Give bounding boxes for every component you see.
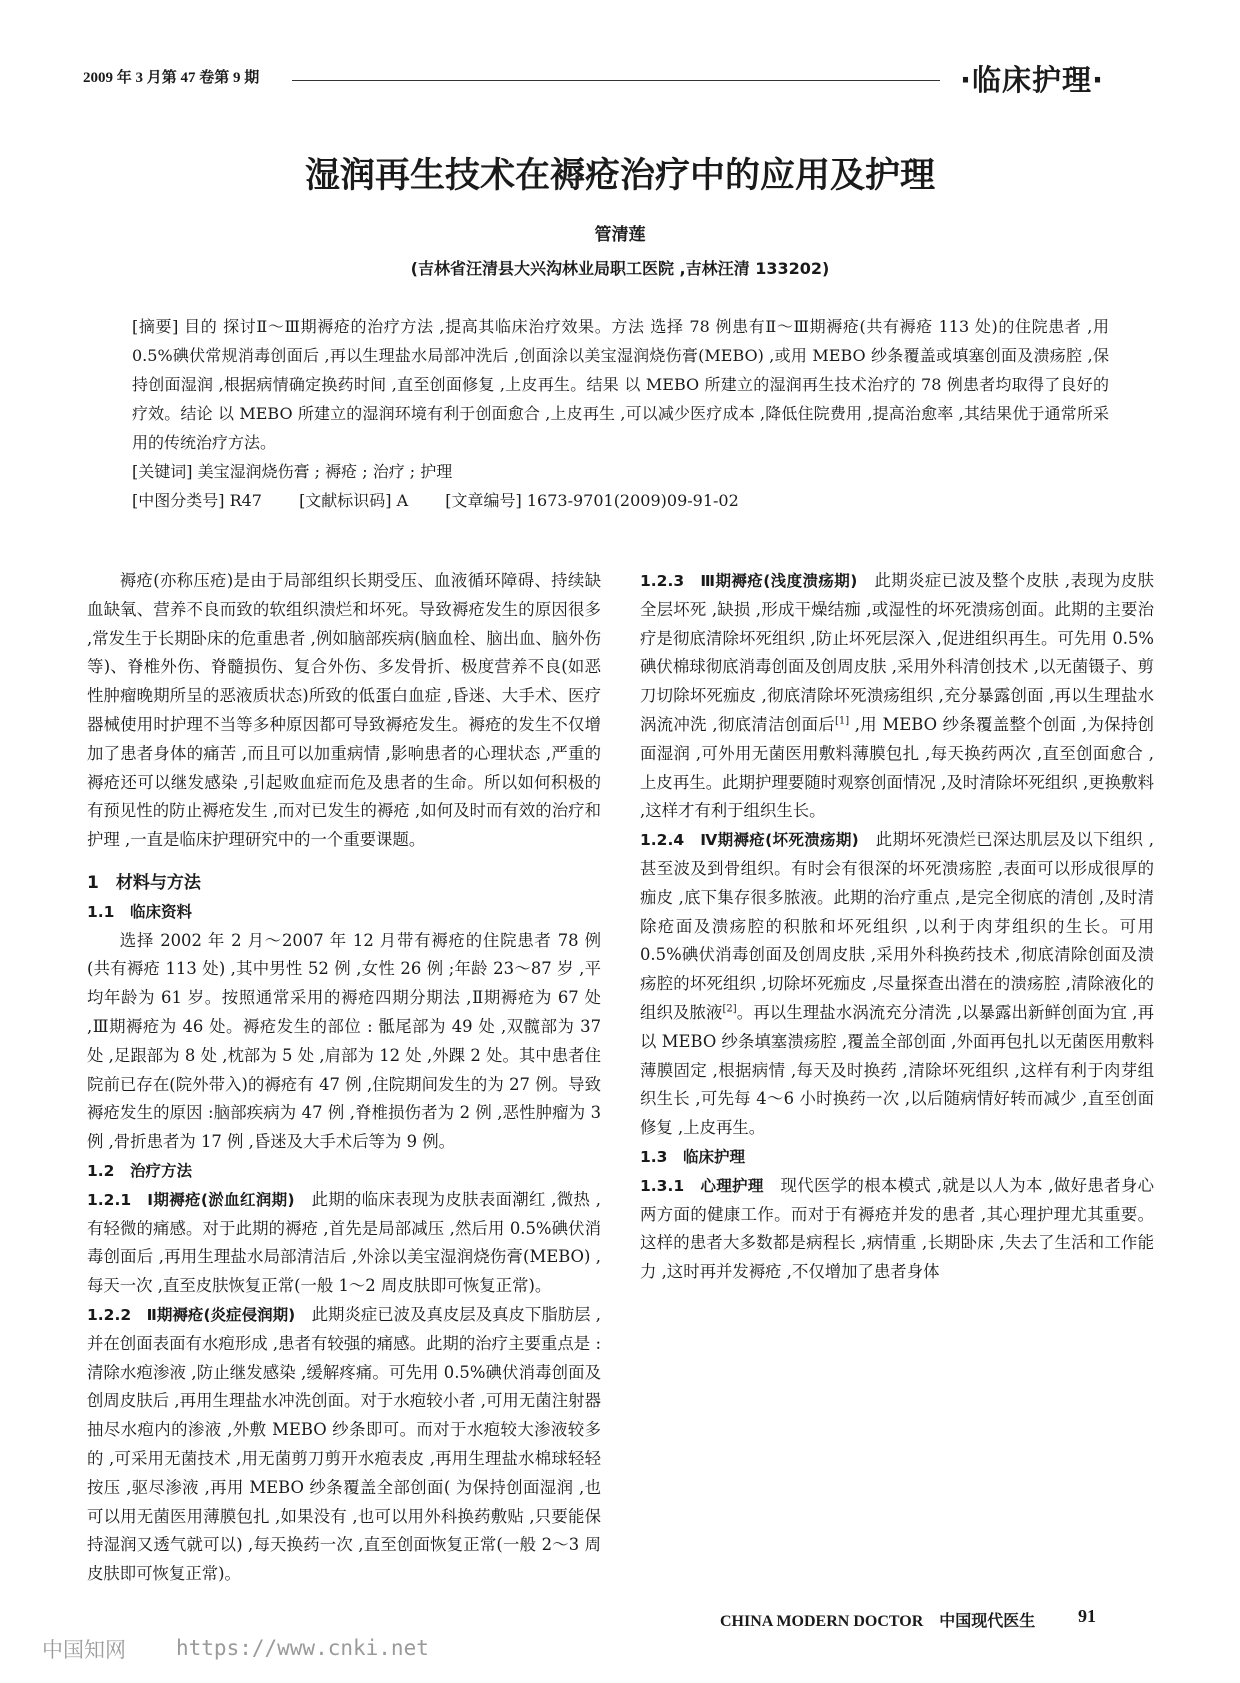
keywords: [关键词] 美宝湿润烧伤膏 ; 褥疮 ; 治疗 ; 护理 <box>132 462 453 481</box>
citation-1: [1] <box>835 715 850 727</box>
article-title: 湿润再生技术在褥疮治疗中的应用及护理 <box>304 156 935 196</box>
section-label: ·临床护理· <box>960 63 1105 97</box>
watermark-url: https://www.cnki.net <box>176 1636 429 1660</box>
stage-3-paragraph <box>640 567 1154 826</box>
stage-4-paragraph <box>640 826 1154 1143</box>
stage-1-heading: 1.2.1 Ⅰ期褥疮(淤血红润期) <box>87 1190 295 1209</box>
section-heading-1-1: 1.1 临床资料 <box>87 902 192 921</box>
section-heading-1-2: 1.2 治疗方法 <box>87 1161 192 1180</box>
classification-line: [中图分类号] R47 [文献标识码] A [文章编号] 1673-9701(2009)09-91-02 <box>132 491 739 510</box>
section-heading-1: 1 材料与方法 <box>87 872 201 893</box>
clinical-data-paragraph: 选择 2002 年 2 月～2007 年 12 月带有褥疮的住院患者 78 例(共有褥疮 113 处) ,其中男性 52 例 ,女性 26 例 ;年龄 23～87 岁 ,平均年龄为 61 岁。按照通常采用的褥疮四期分期法 ,Ⅱ期褥疮为 67 处 ,Ⅲ期褥疮为 46 处。褥疮发生的部位 : 骶尾部为 49 处 ,双髋部为 37 处 ,足跟部为 8 处 ,枕部为 5 处 ,肩部为 12 处 ,外踝 2 处。其中患者住院前已存在(院外带入)的褥疮有 47 例 ,住院期间发生的为 27 例。导致褥疮发生的原因 :脑部疾病为 47 例 ,脊椎损伤者为 2 例 ,恶性肿瘤为 3 例 ,骨折患者为 17 例 ,昏迷及大手术后等为 9 例。 <box>87 930 601 1152</box>
stage-2-text: 此期炎症已波及真皮层及真皮下脂肪层 ,并在创面表面有水疱形成 ,患者有较强的痛感。此期的治疗主要重点是 :清除水疱渗液 ,防止继发感染 ,缓解疼痛。可先用 0.5%碘伏消毒创面及创周皮肤后 ,再用生理盐水冲洗创面。对于水疱较小者 ,可用无菌注射器抽尽水疱内的渗液 ,外敷 MEBO 纱条即可。而对于水疱较大渗液较多的 ,可采用无菌技术 ,用无菌剪刀剪开水疱表皮 ,再用生理盐水棉球轻轻按压 ,驱尽渗液 ,再用 MEBO 纱条覆盖全部创面( 为保持创面湿润 ,也可以用无菌医用薄膜包扎 ,如果没有 ,也可以用外科换药敷贴 ,只要能保持湿润又透气就可以) ,每天换药一次 ,直至创面恢复正常(一般 2～3 周皮肤即可恢复正常)。 <box>87 1304 602 1584</box>
citation-2: [2] <box>722 1003 737 1015</box>
abstract-text: [摘要] 目的 探讨Ⅱ～Ⅲ期褥疮的治疗方法 ,提高其临床治疗效果。方法 选择 78 例患有Ⅱ～Ⅲ期褥疮(共有褥疮 113 处)的住院患者 ,用 0.5%碘伏常规消毒创面后 ,再以生理盐水局部冲洗后 ,创面涂以美宝湿润烧伤膏(MEBO) ,或用 MEBO 纱条覆盖或填塞创面及溃疡腔 ,保持创面湿润 ,根据病情确定换药时间 ,直至创面修复 ,上皮再生。结果 以 MEBO 所建立的湿润再生技术治疗的 78 例患者均取得了良好的疗效。结论 以 MEBO 所建立的湿润环境有利于创面愈合 ,上皮再生 ,可以减少医疗成本 ,降低住院费用 ,提高治愈率 ,其结果优于通常所采用的传统治疗方法。 <box>132 317 1109 452</box>
psych-care-text: 现代医学的根本模式 ,就是以人为本 ,做好患者身心两方面的健康工作。而对于有褥疮并发的患者 ,其心理护理尤其重要。这样的患者大多数都是病程长 ,病情重 ,长期卧床 ,失去了生活和工作能力 ,这时再并发褥疮 ,不仅增加了患者身体 <box>640 1175 1154 1282</box>
stage-2-paragraph <box>87 1301 601 1589</box>
stage-1-paragraph <box>87 1186 601 1301</box>
stage-4-text-cont: 。再以生理盐水涡流充分清洗 ,以暴露出新鲜创面为宜 ,再以 MEBO 纱条填塞溃疡腔 ,覆盖全部创面 ,外面再包扎以无菌医用敷料薄膜固定 ,根据病情 ,每天及时换药 ,清除坏死组织 ,这样有利于肉芽组织生长 ,可先每 4～6 小时换药一次 ,以后随病情好转而减少 ,直至创面修复 ,上皮再生。 <box>640 1002 1155 1138</box>
body-column-left <box>87 567 601 1589</box>
article-affiliation: (吉林省汪清县大兴沟林业局职工医院 ,吉林汪清 133202) <box>410 259 830 278</box>
psych-care-paragraph <box>640 1172 1154 1287</box>
stage-1-text: 此期的临床表现为皮肤表面潮红 ,微热 ,有轻微的痛感。对于此期的褥疮 ,首先是局部减压 ,然后用 0.5%碘伏消毒创面后 ,再用生理盐水局部清洁后 ,外涂以美宝湿润烧伤膏(MEBO) ,每天一次 ,直至皮肤恢复正常(一般 1～2 周皮肤即可恢复正常)。 <box>87 1189 601 1296</box>
stage-3-text: 此期炎症已波及整个皮肤 ,表现为皮肤全层坏死 ,缺损 ,形成干燥结痂 ,或湿性的坏死溃疡创面。此期的主要治疗是彻底清除坏死组织 ,防止坏死层深入 ,促进组织再生。可先用 0.5%碘伏棉球彻底消毒创面及创周皮肤 ,采用外科清创技术 ,以无菌镊子、剪刀切除坏死痂皮 ,彻底清除坏死溃疡组织 ,充分暴露创面 ,再以生理盐水涡流冲洗 ,彻底清洁创面后 <box>640 571 1155 734</box>
stage-4-heading: 1.2.4 Ⅳ期褥疮(坏死溃疡期) <box>640 831 859 850</box>
stage-3-text-cont: ,用 MEBO 纱条覆盖整个创面 ,为保持创面湿润 ,可外用无菌医用敷料薄膜包扎 ,每天换药两次 ,直至创面愈合 ,上皮再生。此期护理要随时观察创面情况 ,及时清除坏死组织 ,更换敷料 ,这样才有利于组织生长。 <box>640 714 1155 821</box>
body-column-right <box>640 567 1154 1287</box>
intro-paragraph: 褥疮(亦称压疮)是由于局部组织长期受压、血液循环障碍、持续缺血缺氧、营养不良而致的软组织溃烂和坏死。导致褥疮发生的原因很多 ,常发生于长期卧床的危重患者 ,例如脑部疾病(脑血栓、脑出血、脑外伤等)、脊椎外伤、脊髓损伤、复合外伤、多发骨折、极度营养不良(如恶性肿瘤晚期所呈的恶液质状态)所致的低蛋白血症 ,昏迷、大手术、医疗器械使用时护理不当等多种原因都可导致褥疮发生。褥疮的发生不仅增加了患者身体的痛苦 ,而且可以加重病情 ,影响患者的心理状态 ,严重的褥疮还可以继发感染 ,引起败血症而危及患者的生命。所以如何积极的有预见性的防止褥疮发生 ,而对已发生的褥疮 ,如何及时而有效的治疗和护理 ,一直是临床护理研究中的一个重要课题。 <box>87 571 601 850</box>
page-number: 91 <box>1078 1606 1096 1626</box>
watermark-site-name: 中国知网 <box>42 1638 126 1662</box>
section-heading-1-3: 1.3 临床护理 <box>640 1147 745 1166</box>
stage-3-heading: 1.2.3 Ⅲ期褥疮(浅度溃疡期) <box>640 572 858 590</box>
article-author: 管清莲 <box>594 225 646 245</box>
abstract-block <box>132 312 1109 515</box>
psych-care-heading: 1.3.1 心理护理 <box>640 1176 764 1195</box>
journal-issue: 2009 年 3 月第 47 卷第 9 期 <box>83 70 260 86</box>
stage-2-heading: 1.2.2 Ⅱ期褥疮(炎症侵润期) <box>87 1305 296 1324</box>
footer-journal-name: CHINA MODERN DOCTOR 中国现代医生 <box>720 1613 1036 1630</box>
header-rule <box>292 80 940 81</box>
stage-4-text: 此期坏死溃烂已深达肌层及以下组织 ,甚至波及到骨组织。有时会有很深的坏死溃疡腔 ,表面可以形成很厚的痂皮 ,底下集存很多脓液。此期的治疗重点 ,是完全彻底的清创 ,及时清除疮面及溃疡腔的积脓和坏死组织 ,以利于肉芽组织的生长。可用 0.5%碘伏消毒创面及创周皮肤 ,采用外科换药技术 ,彻底清除创面及溃疡腔的坏死组织 ,切除坏死痂皮 ,尽量探查出潜在的溃疡腔 ,清除液化的组织及脓液 <box>640 830 1154 1022</box>
